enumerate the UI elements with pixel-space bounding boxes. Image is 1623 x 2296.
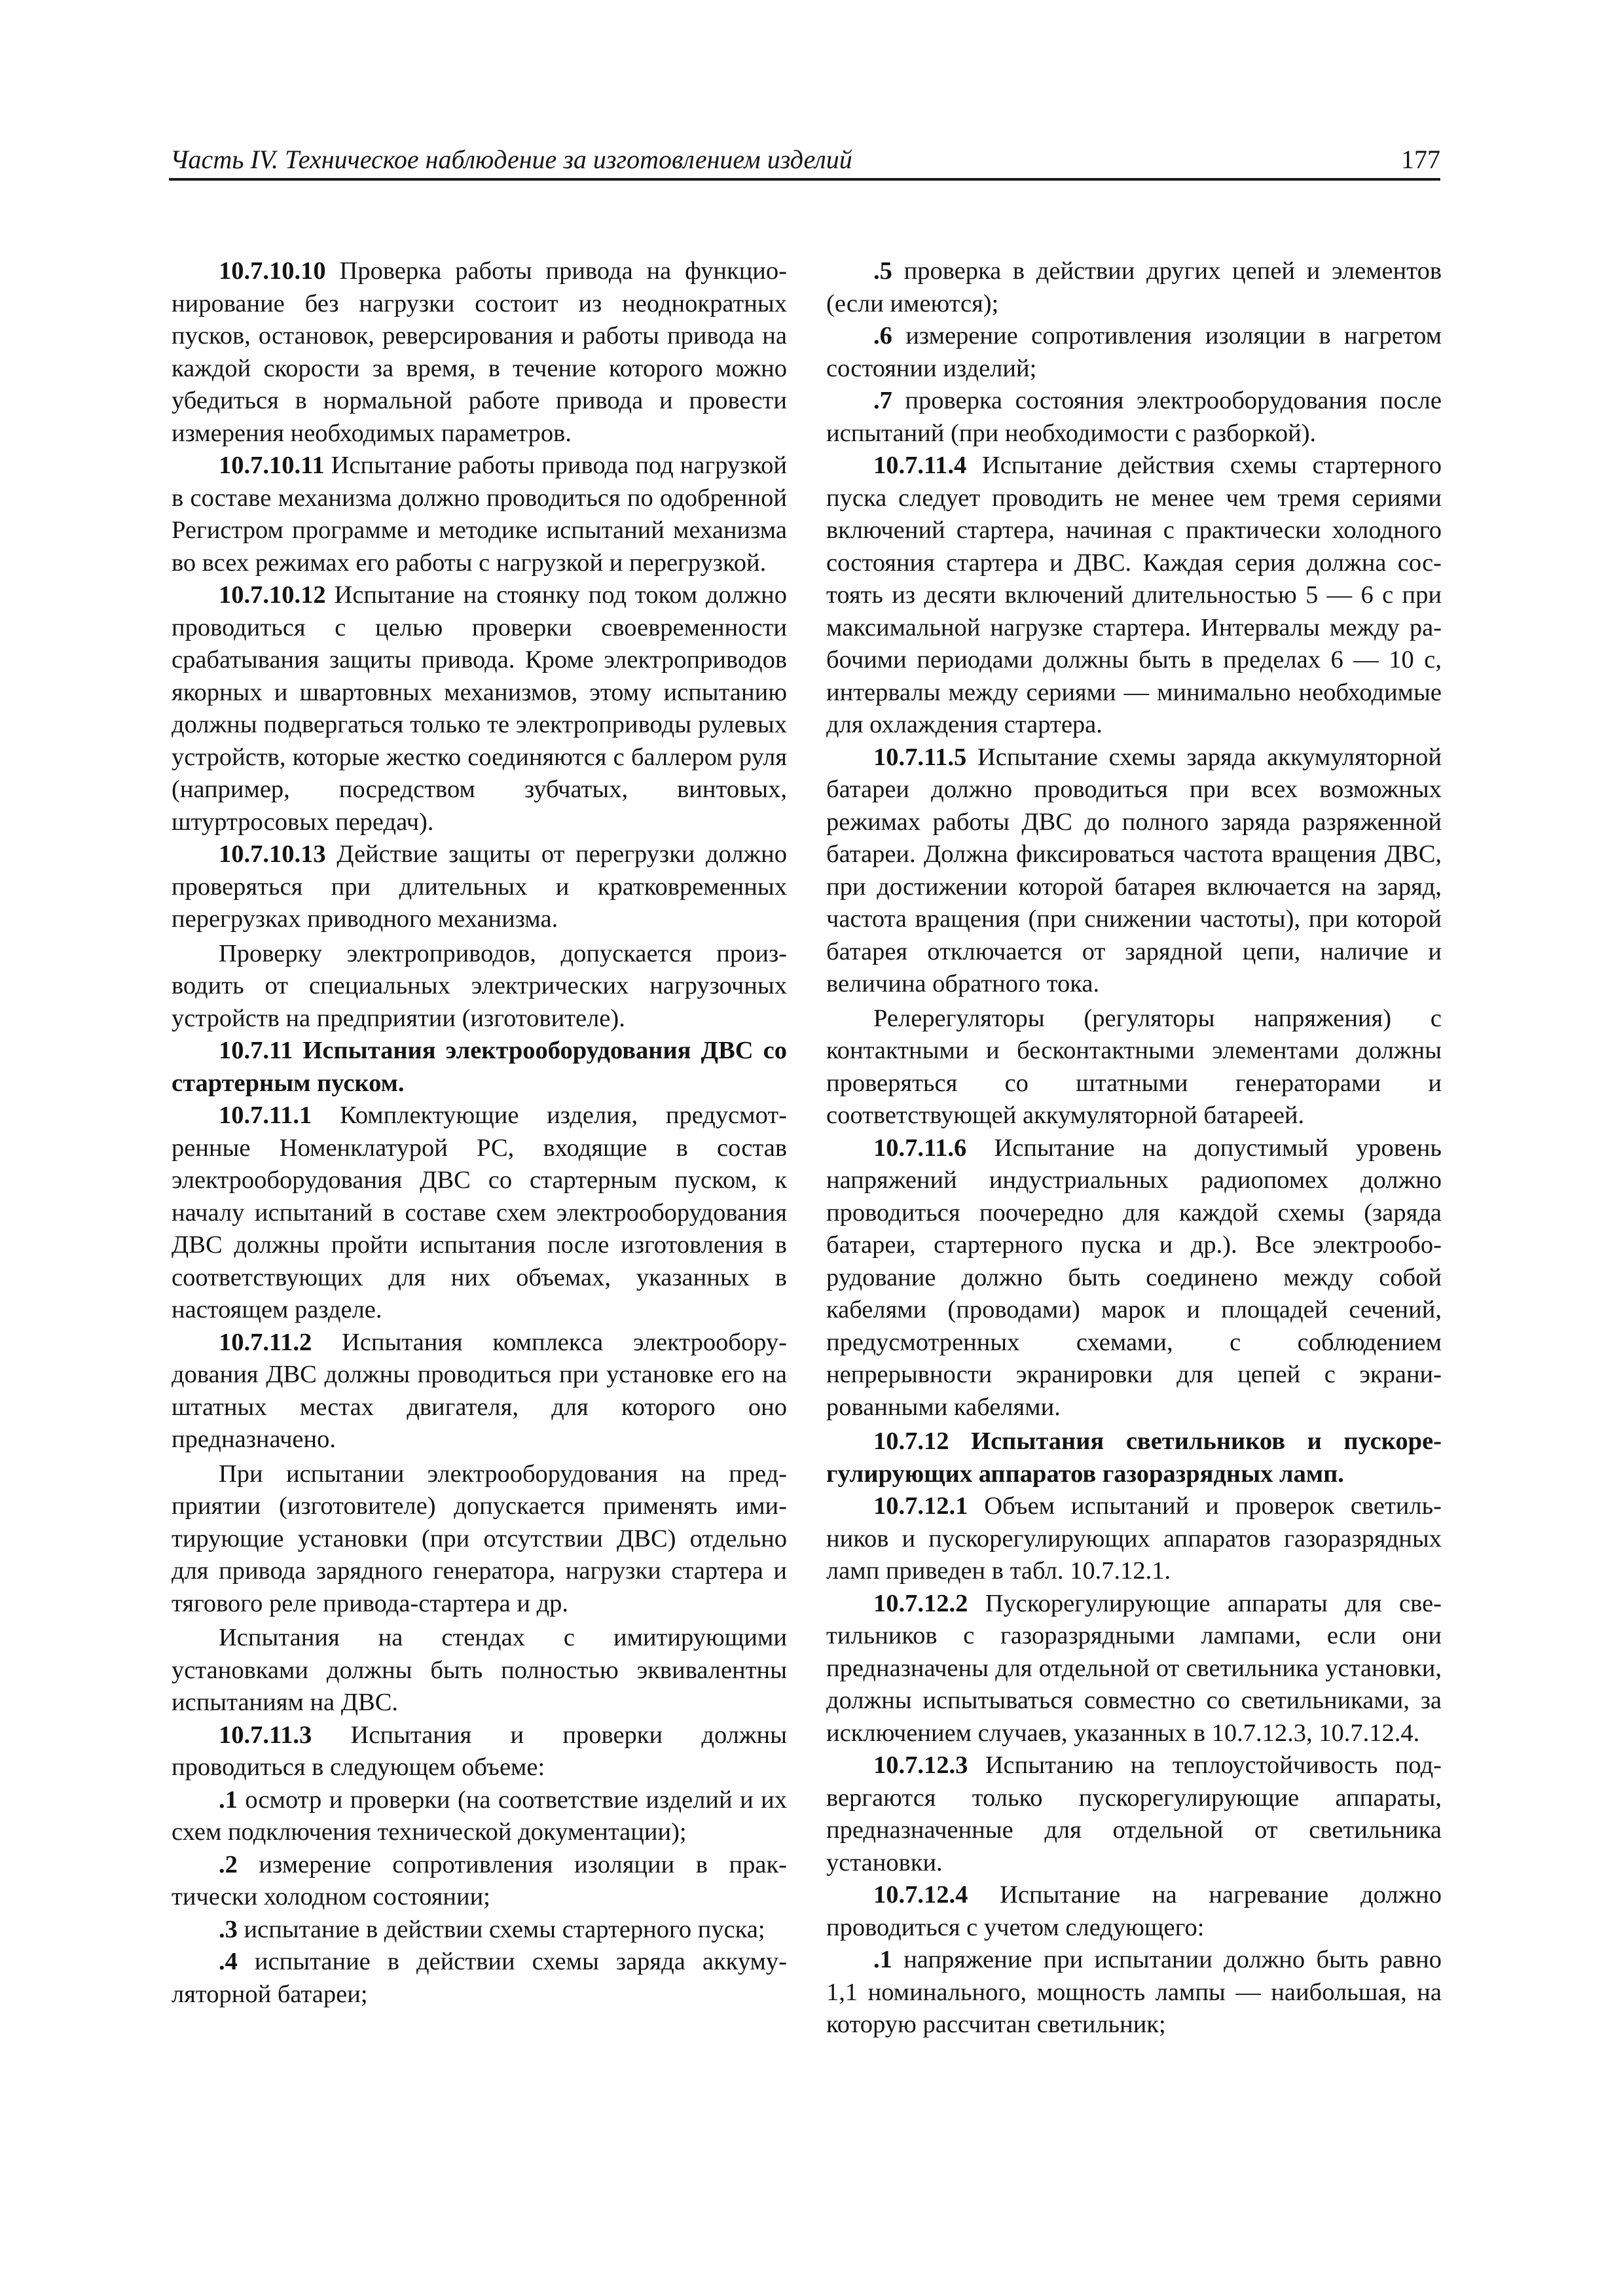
paragraph <box>826 1132 1442 1424</box>
paragraph-text: измерение сопротивления изоляции в практически холодном состоянии; <box>172 1850 787 1910</box>
clause-number: 10.7.10.12 <box>219 581 326 609</box>
paragraph <box>172 450 787 579</box>
paragraph <box>826 1588 1442 1750</box>
clause-number: 10.7.12.3 <box>873 1751 968 1779</box>
paragraph-text: проверка в действии других цепей и элементов (если имеются); <box>826 257 1442 317</box>
running-header <box>169 140 1440 181</box>
clause-number: 10.7.10.10 <box>219 257 326 285</box>
paragraph-text: Релерегуляторы (регуляторы напряжения) с контактными и бесконтактными элементами должны проверяться со штатными генераторами и соответствующей аккумуляторной батареей. <box>826 1004 1442 1129</box>
paragraph-text: Испытанию на теплоустойчивость подвергаются только пускорегулирующие аппараты, предназначенные для отдельной от светильника установки. <box>826 1751 1442 1876</box>
paragraph-text: При испытании электрооборудования на предприятии (изготовителе) допускается применять имитирующие установки (при отсутствии ДВС) отдельно для привода зарядного генератора, нагрузки стартера и тягового реле привода-стартера и др. <box>172 1460 787 1617</box>
paragraph <box>172 838 787 936</box>
list-marker: .3 <box>219 1915 238 1943</box>
list-marker: .5 <box>873 257 892 285</box>
paragraph <box>172 579 787 838</box>
list-item <box>172 1849 787 1914</box>
paragraph-text: Испытание работы привода под нагрузкой в составе механизма должно проводиться по одобренной Регистром программе и методике испытаний механизма во всех режимах его работы с нагрузкой и перегрузкой. <box>172 452 787 577</box>
clause-number: 10.7.11.5 <box>873 743 967 771</box>
clause-number: 10.7.11.6 <box>873 1134 967 1162</box>
paragraph-text: измерение сопротивления изоляции в нагретом состоянии изделий; <box>826 322 1442 382</box>
paragraph-text: напряжение при испытании должно быть равно 1,1 номинального, мощность лампы — наибольшая, на которую рассчитан светильник; <box>826 1946 1442 2038</box>
list-item <box>172 1784 787 1849</box>
paragraph <box>172 1100 787 1327</box>
list-item <box>826 255 1442 320</box>
paragraph <box>826 1879 1442 1944</box>
list-marker: .1 <box>873 1946 892 1973</box>
paragraph-text: осмотр и проверки (на соответствие изделий и их схем подключения технической документации); <box>172 1785 787 1846</box>
right-column <box>826 255 1442 2041</box>
page-number: 177 <box>1401 145 1440 174</box>
list-item <box>826 385 1442 450</box>
paragraph <box>172 1327 787 1456</box>
list-item <box>826 320 1442 385</box>
paragraph-text: Действие защиты от перегрузки должно проверяться при длительных и кратковременных перегрузках приводного механизма. <box>172 840 787 933</box>
section-heading <box>826 1426 1442 1490</box>
paragraph-text: Испытание на стоянку под током должно проводиться с целью проверки своевременности срабатывания защиты привода. Кроме электроприводов якорных и швартовных механизмов, этому испытанию должны подвергаться только те электроприводы рулевых устройств, которые жестко соединяются с баллером руля (например, посредством зубчатых, винтовых, штуртросовых передач). <box>172 581 787 836</box>
list-marker: .6 <box>873 322 892 350</box>
list-marker: .1 <box>219 1785 238 1814</box>
list-marker: .2 <box>219 1850 238 1878</box>
clause-number: 10.7.11.2 <box>219 1328 312 1356</box>
clause-number: 10.7.11.1 <box>219 1102 312 1129</box>
clause-number: 10.7.10.13 <box>219 840 326 868</box>
clause-number: 10.7.12.1 <box>873 1492 968 1520</box>
paragraph-text: испытание в действии схемы стартерного пуска; <box>237 1915 765 1943</box>
paragraph <box>826 742 1442 1001</box>
header-title: Часть IV. Техническое наблюдение за изготовлением изделий <box>170 145 852 174</box>
clause-number: 10.7.11.4 <box>873 452 967 479</box>
list-item <box>172 1946 787 2011</box>
paragraph <box>172 1719 787 1784</box>
paragraph <box>826 450 1442 742</box>
list-marker: .4 <box>219 1948 238 1975</box>
section-heading-text: 10.7.11 Испытания электрооборудования ДВС со стартерным пуском. <box>172 1037 787 1097</box>
paragraph-text: Испытание схемы заряда аккумуляторной батареи должно проводиться при всех возможных режимах работы ДВС до полного заряда разряженной батареи. Должна фиксироваться частота вращения ДВС, при достижении которой батарея включается на заряд, частота вращения (при снижении частоты), при которой батарея отключается от зарядной цепи, наличие и величина обратного тока. <box>826 743 1442 997</box>
paragraph <box>826 1749 1442 1879</box>
section-heading-text: 10.7.12 Испытания светильников и пускорегулирующих аппаратов газоразрядных ламп. <box>826 1427 1442 1488</box>
clause-number: 10.7.12.2 <box>873 1589 968 1617</box>
paragraph <box>826 1490 1442 1588</box>
paragraph-text: Проверку электроприводов, допускается производить от специальных электрических нагрузочных устройств на предприятии (изготовителе). <box>172 939 787 1032</box>
paragraph-text: Испытания и проверки должны проводиться в следующем объеме: <box>172 1721 787 1781</box>
paragraph <box>172 1458 787 1621</box>
paragraph-text: Пускорегулирующие аппараты для светильников с газоразрядными лампами, если они предназначены для отдельной от светильника установки, должны испытываться совместно со светильниками, за исключением случаев, указанных в 10.7.12.3, 10.7.12.4. <box>826 1589 1442 1747</box>
paragraph-text: испытание в действии схемы заряда аккумуляторной батареи; <box>172 1948 787 2008</box>
paragraph-text: Испытание на нагревание должно проводиться с учетом следующего: <box>826 1881 1442 1941</box>
clause-number: 10.7.10.11 <box>219 452 325 479</box>
paragraph-text: проверка состояния электрооборудования после испытаний (при необходимости с разборкой). <box>826 387 1442 447</box>
paragraph-text: Проверка работы привода на функционирование без нагрузки состоит из неоднократных пусков, остановок, реверсирования и работы привода на каждой скорости за время, в течение которого можно убедиться в нормальной работе привода и провести измерения необходимых параметров. <box>172 257 787 447</box>
list-item <box>826 1944 1442 2041</box>
clause-number: 10.7.11.3 <box>219 1721 312 1749</box>
paragraph <box>826 1003 1442 1132</box>
paragraph-text: Объем испытаний и проверок светильников и пускорегулирующих аппаратов газоразрядных ламп приведен в табл. 10.7.12.1. <box>826 1492 1442 1585</box>
paragraph-text: Испытания на стендах с имитирующими установками должны быть полностью эквивалентны испытаниям на ДВС. <box>172 1624 787 1716</box>
list-item <box>172 1914 787 1946</box>
paragraph-text: Комплектующие изделия, предусмотренные Номенклатурой РС, входящие в состав электрооборудования ДВС со стартерным пуском, к началу испытаний в составе схем электрооборудования ДВС должны пройти испытания после изготовления в соответствующих для них объемах, указанных в настоящем разделе. <box>172 1102 787 1323</box>
paragraph <box>172 938 787 1035</box>
section-heading <box>172 1035 787 1100</box>
paragraph <box>172 255 787 450</box>
clause-number: 10.7.12.4 <box>873 1881 968 1909</box>
paragraph-text: Испытание на допустимый уровень напряжений индустриальных радиопомех должно проводиться поочередно для каждой схемы (заряда батареи, стартерного пуска и др.). Все электрооборудование должно быть соединено между собой кабелями (проводами) марок и площадей сечений, предусмотренных схемами, с соблюдением непрерывности экранировки для цепей с экранированными кабелями. <box>826 1134 1442 1421</box>
paragraph <box>172 1622 787 1719</box>
paragraph-text: Испытания комплекса электрооборудования ДВС должны проводиться при установке его на штатных местах двигателя, для которого оно предназначено. <box>172 1328 787 1453</box>
list-marker: .7 <box>873 387 892 414</box>
left-column <box>172 255 787 2011</box>
paragraph-text: Испытание действия схемы стартерного пуска следует проводить не менее чем тремя сериями включений стартера, начиная с практически холодного состояния стартера и ДВС. Каждая серия должна состоять из десяти включений длительностью 5 — 6 с при максимальной нагрузке стартера. Интервалы между рабочими периодами должны быть в пределах 6 — 10 с, интервалы между сериями — минимально необходимые для охлаждения стартера. <box>826 452 1442 738</box>
